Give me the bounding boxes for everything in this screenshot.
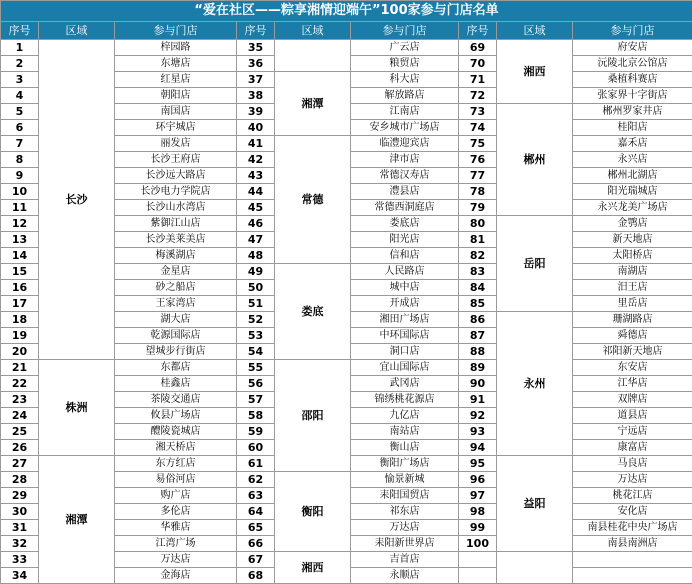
serial-number-cell: 60 xyxy=(237,440,275,456)
store-name-cell: 万达店 xyxy=(351,520,459,536)
serial-number-cell: 1 xyxy=(1,40,39,56)
region-cell xyxy=(275,40,351,72)
serial-number-cell: 27 xyxy=(1,456,39,472)
header-cell: 参与门店 xyxy=(573,22,692,40)
store-name-cell: 新天地店 xyxy=(573,232,692,248)
store-name-cell: 阳光瑞城店 xyxy=(573,184,692,200)
serial-number-cell: 28 xyxy=(1,472,39,488)
serial-number-cell: 22 xyxy=(1,376,39,392)
serial-number-cell: 12 xyxy=(1,216,39,232)
store-name-cell xyxy=(573,552,692,568)
store-name-cell: 醴陵瓷城店 xyxy=(115,424,237,440)
serial-number-cell: 96 xyxy=(459,472,497,488)
serial-number-cell: 78 xyxy=(459,184,497,200)
store-name-cell: 江湾广场 xyxy=(115,536,237,552)
store-name-cell: 万达店 xyxy=(115,552,237,568)
store-name-cell: 常德西洞庭店 xyxy=(351,200,459,216)
serial-number-cell: 93 xyxy=(459,424,497,440)
store-name-cell: 科大店 xyxy=(351,72,459,88)
serial-number-cell: 62 xyxy=(237,472,275,488)
region-cell: 湘潭 xyxy=(39,456,115,584)
header-cell: 区域 xyxy=(39,22,115,40)
store-name-cell: 娄底店 xyxy=(351,216,459,232)
store-name-cell: 梅溪湖店 xyxy=(115,248,237,264)
store-name-cell: 耒阳国贸店 xyxy=(351,488,459,504)
store-name-cell: 锦绣桃花源店 xyxy=(351,392,459,408)
store-name-cell: 长沙王府店 xyxy=(115,152,237,168)
store-name-cell: 常德汉寿店 xyxy=(351,168,459,184)
store-name-cell: 武冈店 xyxy=(351,376,459,392)
serial-number-cell: 23 xyxy=(1,392,39,408)
serial-number-cell: 73 xyxy=(459,104,497,120)
store-name-cell xyxy=(573,568,692,584)
serial-number-cell: 88 xyxy=(459,344,497,360)
serial-number-cell: 90 xyxy=(459,376,497,392)
serial-number-cell: 67 xyxy=(237,552,275,568)
serial-number-cell: 37 xyxy=(237,72,275,88)
serial-number-cell: 97 xyxy=(459,488,497,504)
region-cell: 娄底 xyxy=(275,264,351,360)
serial-number-cell: 52 xyxy=(237,312,275,328)
serial-number-cell: 56 xyxy=(237,376,275,392)
store-name-cell: 澧县店 xyxy=(351,184,459,200)
region-cell: 益阳 xyxy=(497,456,573,552)
header-cell: 参与门店 xyxy=(351,22,459,40)
store-name-cell: 愉景新城 xyxy=(351,472,459,488)
header-cell: 区域 xyxy=(275,22,351,40)
serial-number-cell: 82 xyxy=(459,248,497,264)
region-cell: 湘潭 xyxy=(275,72,351,136)
store-name-cell: 祁阳新天地店 xyxy=(573,344,692,360)
serial-number-cell: 81 xyxy=(459,232,497,248)
region-cell: 株洲 xyxy=(39,360,115,456)
serial-number-cell: 71 xyxy=(459,72,497,88)
table-body xyxy=(1,40,692,584)
store-name-cell: 洞口店 xyxy=(351,344,459,360)
region-cell: 郴州 xyxy=(497,104,573,216)
serial-number-cell: 100 xyxy=(459,536,497,552)
serial-number-cell: 99 xyxy=(459,520,497,536)
serial-number-cell: 35 xyxy=(237,40,275,56)
store-name-cell: 东塘店 xyxy=(115,56,237,72)
store-name-cell: 九亿店 xyxy=(351,408,459,424)
region-cell: 湘西 xyxy=(275,552,351,584)
serial-number-cell: 49 xyxy=(237,264,275,280)
serial-number-cell: 84 xyxy=(459,280,497,296)
store-name-cell: 太阳桥店 xyxy=(573,248,692,264)
serial-number-cell: 94 xyxy=(459,440,497,456)
region-cell: 岳阳 xyxy=(497,216,573,312)
serial-number-cell: 4 xyxy=(1,88,39,104)
store-name-cell: 万达店 xyxy=(573,472,692,488)
serial-number-cell: 41 xyxy=(237,136,275,152)
serial-number-cell: 72 xyxy=(459,88,497,104)
serial-number-cell: 47 xyxy=(237,232,275,248)
serial-number-cell: 30 xyxy=(1,504,39,520)
serial-number-cell: 44 xyxy=(237,184,275,200)
serial-number-cell: 26 xyxy=(1,440,39,456)
serial-number-cell: 68 xyxy=(237,568,275,584)
store-name-cell: 安乡城市广场店 xyxy=(351,120,459,136)
serial-number-cell: 17 xyxy=(1,296,39,312)
header-cell: 序号 xyxy=(237,22,275,40)
serial-number-cell: 61 xyxy=(237,456,275,472)
store-name-cell: 中环国际店 xyxy=(351,328,459,344)
serial-number-cell: 76 xyxy=(459,152,497,168)
serial-number-cell: 25 xyxy=(1,424,39,440)
store-name-cell: 南县南洲店 xyxy=(573,536,692,552)
serial-number-cell: 20 xyxy=(1,344,39,360)
region-cell: 衡阳 xyxy=(275,472,351,552)
store-name-cell: 双牌店 xyxy=(573,392,692,408)
store-name-cell: 宁远店 xyxy=(573,424,692,440)
store-name-cell: 祁东店 xyxy=(351,504,459,520)
serial-number-cell: 46 xyxy=(237,216,275,232)
store-name-cell: 郴州北湖店 xyxy=(573,168,692,184)
store-name-cell: 开成店 xyxy=(351,296,459,312)
region-cell: 永州 xyxy=(497,312,573,456)
store-name-cell: 张家界十字街店 xyxy=(573,88,692,104)
store-name-cell: 东都店 xyxy=(115,360,237,376)
store-name-cell: 解放路店 xyxy=(351,88,459,104)
serial-number-cell: 79 xyxy=(459,200,497,216)
serial-number-cell: 58 xyxy=(237,408,275,424)
serial-number-cell: 18 xyxy=(1,312,39,328)
header-cell: 序号 xyxy=(459,22,497,40)
serial-number-cell: 6 xyxy=(1,120,39,136)
serial-number-cell: 40 xyxy=(237,120,275,136)
serial-number-cell: 15 xyxy=(1,264,39,280)
serial-number-cell: 9 xyxy=(1,168,39,184)
store-name-cell: 乾源国际店 xyxy=(115,328,237,344)
store-name-cell: 人民路店 xyxy=(351,264,459,280)
store-name-cell: 信和店 xyxy=(351,248,459,264)
store-name-cell: 金鹗店 xyxy=(573,216,692,232)
store-name-cell: 粮贸店 xyxy=(351,56,459,72)
serial-number-cell: 42 xyxy=(237,152,275,168)
store-name-cell: 砂之船店 xyxy=(115,280,237,296)
serial-number-cell: 13 xyxy=(1,232,39,248)
serial-number-cell: 77 xyxy=(459,168,497,184)
serial-number-cell: 8 xyxy=(1,152,39,168)
serial-number-cell: 69 xyxy=(459,40,497,56)
store-name-cell: 珊湖路店 xyxy=(573,312,692,328)
store-name-cell: 宜山国际店 xyxy=(351,360,459,376)
serial-number-cell xyxy=(459,568,497,584)
store-name-cell: 长沙远大路店 xyxy=(115,168,237,184)
serial-number-cell: 53 xyxy=(237,328,275,344)
store-name-cell: 城中店 xyxy=(351,280,459,296)
serial-number-cell: 34 xyxy=(1,568,39,584)
serial-number-cell: 55 xyxy=(237,360,275,376)
region-cell: 湘西 xyxy=(497,40,573,104)
serial-number-cell: 66 xyxy=(237,536,275,552)
serial-number-cell xyxy=(459,552,497,568)
serial-number-cell: 98 xyxy=(459,504,497,520)
store-name-cell: 南国店 xyxy=(115,104,237,120)
serial-number-cell: 24 xyxy=(1,408,39,424)
serial-number-cell: 91 xyxy=(459,392,497,408)
store-name-cell: 里岳店 xyxy=(573,296,692,312)
serial-number-cell: 32 xyxy=(1,536,39,552)
region-cell: 长沙 xyxy=(39,40,115,360)
serial-number-cell: 16 xyxy=(1,280,39,296)
store-name-cell: 金星店 xyxy=(115,264,237,280)
store-name-cell: 江南店 xyxy=(351,104,459,120)
store-name-cell: 马良店 xyxy=(573,456,692,472)
store-name-cell: 江华店 xyxy=(573,376,692,392)
store-name-cell: 茶陵交通店 xyxy=(115,392,237,408)
store-name-cell: 临澧迎宾店 xyxy=(351,136,459,152)
serial-number-cell: 48 xyxy=(237,248,275,264)
store-name-cell: 永兴店 xyxy=(573,152,692,168)
header-cell: 区域 xyxy=(497,22,573,40)
store-name-cell: 南站店 xyxy=(351,424,459,440)
store-name-cell: 永兴龙美广场店 xyxy=(573,200,692,216)
store-name-cell: 长沙山水湾店 xyxy=(115,200,237,216)
store-name-cell: 桑植科赛店 xyxy=(573,72,692,88)
region-cell: 邵阳 xyxy=(275,360,351,472)
store-name-cell: 南湖店 xyxy=(573,264,692,280)
serial-number-cell: 2 xyxy=(1,56,39,72)
store-name-cell: 郴州罗家井店 xyxy=(573,104,692,120)
serial-number-cell: 10 xyxy=(1,184,39,200)
region-cell xyxy=(497,552,573,584)
store-name-cell: 华雅店 xyxy=(115,520,237,536)
store-name-cell: 沅陵北京公馆店 xyxy=(573,56,692,72)
header-cell: 参与门店 xyxy=(115,22,237,40)
serial-number-cell: 31 xyxy=(1,520,39,536)
serial-number-cell: 65 xyxy=(237,520,275,536)
sheet-title: “爱在社区——粽享湘情迎端午”100家参与门店名单 xyxy=(1,1,692,22)
store-name-cell: 汨王店 xyxy=(573,280,692,296)
region-cell: 常德 xyxy=(275,136,351,264)
store-name-cell: 府安店 xyxy=(573,40,692,56)
serial-number-cell: 70 xyxy=(459,56,497,72)
store-name-cell: 耒阳新世界店 xyxy=(351,536,459,552)
store-name-cell: 梓园路 xyxy=(115,40,237,56)
serial-number-cell: 87 xyxy=(459,328,497,344)
serial-number-cell: 59 xyxy=(237,424,275,440)
store-name-cell: 朝阳店 xyxy=(115,88,237,104)
store-name-cell: 东方红店 xyxy=(115,456,237,472)
store-name-cell: 衡阳广场店 xyxy=(351,456,459,472)
store-name-cell: 南县桂花中央广场店 xyxy=(573,520,692,536)
serial-number-cell: 75 xyxy=(459,136,497,152)
store-name-cell: 易俗河店 xyxy=(115,472,237,488)
serial-number-cell: 54 xyxy=(237,344,275,360)
serial-number-cell: 86 xyxy=(459,312,497,328)
store-name-cell: 广云店 xyxy=(351,40,459,56)
serial-number-cell: 7 xyxy=(1,136,39,152)
store-name-cell: 望城步行街店 xyxy=(115,344,237,360)
store-name-cell: 津市店 xyxy=(351,152,459,168)
serial-number-cell: 38 xyxy=(237,88,275,104)
serial-number-cell: 39 xyxy=(237,104,275,120)
store-name-cell: 多伦店 xyxy=(115,504,237,520)
header-row xyxy=(1,22,692,40)
table-row xyxy=(1,40,692,56)
store-name-cell: 桃花江店 xyxy=(573,488,692,504)
store-name-cell: 康富店 xyxy=(573,440,692,456)
serial-number-cell: 51 xyxy=(237,296,275,312)
header-cell: 序号 xyxy=(1,22,39,40)
serial-number-cell: 64 xyxy=(237,504,275,520)
store-name-cell: 攸县广场店 xyxy=(115,408,237,424)
serial-number-cell: 92 xyxy=(459,408,497,424)
store-name-cell: 环宇城店 xyxy=(115,120,237,136)
store-name-cell: 舜德店 xyxy=(573,328,692,344)
serial-number-cell: 43 xyxy=(237,168,275,184)
serial-number-cell: 36 xyxy=(237,56,275,72)
serial-number-cell: 95 xyxy=(459,456,497,472)
store-name-cell: 长沙电力学院店 xyxy=(115,184,237,200)
serial-number-cell: 3 xyxy=(1,72,39,88)
store-name-cell: 湖大店 xyxy=(115,312,237,328)
store-name-cell: 阳光店 xyxy=(351,232,459,248)
serial-number-cell: 57 xyxy=(237,392,275,408)
serial-number-cell: 45 xyxy=(237,200,275,216)
store-name-cell: 吉首店 xyxy=(351,552,459,568)
serial-number-cell: 11 xyxy=(1,200,39,216)
table-row xyxy=(1,360,692,376)
store-name-cell: 道县店 xyxy=(573,408,692,424)
store-name-cell: 桂鑫店 xyxy=(115,376,237,392)
store-name-cell: 王家湾店 xyxy=(115,296,237,312)
store-name-cell: 紫御江山店 xyxy=(115,216,237,232)
store-name-cell: 红星店 xyxy=(115,72,237,88)
store-name-cell: 东安店 xyxy=(573,360,692,376)
store-name-cell: 湘天桥店 xyxy=(115,440,237,456)
store-name-cell: 衡山店 xyxy=(351,440,459,456)
serial-number-cell: 74 xyxy=(459,120,497,136)
serial-number-cell: 63 xyxy=(237,488,275,504)
serial-number-cell: 50 xyxy=(237,280,275,296)
serial-number-cell: 19 xyxy=(1,328,39,344)
store-name-cell: 桂阳店 xyxy=(573,120,692,136)
serial-number-cell: 83 xyxy=(459,264,497,280)
serial-number-cell: 5 xyxy=(1,104,39,120)
serial-number-cell: 14 xyxy=(1,248,39,264)
store-name-cell: 湘田广场店 xyxy=(351,312,459,328)
serial-number-cell: 89 xyxy=(459,360,497,376)
store-name-cell: 安化店 xyxy=(573,504,692,520)
serial-number-cell: 85 xyxy=(459,296,497,312)
store-name-cell: 长沙美莱美店 xyxy=(115,232,237,248)
store-name-cell: 嘉禾店 xyxy=(573,136,692,152)
serial-number-cell: 33 xyxy=(1,552,39,568)
serial-number-cell: 21 xyxy=(1,360,39,376)
serial-number-cell: 80 xyxy=(459,216,497,232)
store-name-cell: 金海店 xyxy=(115,568,237,584)
store-name-cell: 购广店 xyxy=(115,488,237,504)
store-name-cell: 永顺店 xyxy=(351,568,459,584)
store-name-cell: 丽发店 xyxy=(115,136,237,152)
serial-number-cell: 29 xyxy=(1,488,39,504)
